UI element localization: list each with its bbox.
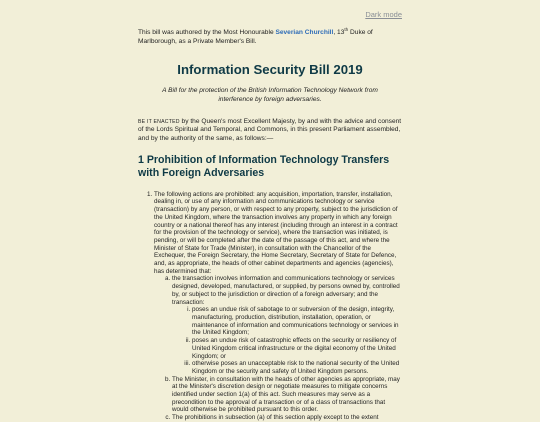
item-iii: iii. otherwise poses an unacceptable risk to the national security of the United Kingdom or the security and safety of United Kingdom persons.	[192, 360, 402, 375]
subclause-a: a. the transaction involves information and communications technology or services designed, developed, manufactured, or supplied, by persons owned by, controlled by, or subject to the jurisdiction or direction of a foreign adversary; and the transaction: i. poses an undue risk of sabotage to or subversion of the design, integrity, manufacturing, production, distribution, installation, operation, or maintenance of information and communications technology or services in the United Kingdom; ii. poses an undue risk of catastrophic effects on the security or resiliency of United Kingdom critical infrastructure or the digital economy of the United Kingdom; or iii. otherwise poses an unacceptable risk to the national security of the United Kingdom or the security and safety of United Kingdom persons.	[172, 275, 402, 375]
item-i: i. poses an undue risk of sabotage to or subversion of the design, integrity, manufacturing, production, distribution, installation, operation, or maintenance of information and communications technology or services in the United Kingdom;	[192, 306, 402, 337]
subclause-c: c. The prohibitions in subsection (a) of this section apply except to the extent	[172, 414, 402, 422]
authorship-note: This bill was authored by the Most Honourable Severian Churchill, 13th Duke of Marlborough, as a Private Member's Bill.	[138, 27, 373, 45]
page-title: Information Security Bill 2019	[177, 62, 363, 78]
clause-list	[138, 191, 402, 422]
item-ii: ii. poses an undue risk of catastrophic effects on the security or resiliency of United Kingdom critical infrastructure or the digital economy of the United Kingdom; or	[192, 337, 402, 360]
author-link[interactable]: Severian Churchill	[275, 29, 334, 37]
clause-1: 1. The following actions are prohibited: any acquisition, importation, transfer, installation, dealing in, or use of any information and communications technology or service (transaction) by any person, or with respect to any property, subject to the jurisdiction of the United Kingdom, where the transaction involves any property in which any foreign country or a national thereof has any interest (including through an interest in a contract for the provision of the technology or service), where the transaction was initiated, is pending, or will be completed after the date of the passage of this act, and where the Minister of State for Trade (Minister), in consultation with the Chancellor of the Exchequer, the Foreign Secretary, the Home Secretary, Secretary of State for Defence, and, as appropriate, the heads of other cabinet departments and agencies (agencies), has determined that: a. the transaction involves information and communications technology or services designed, developed, manufactured, or supplied, by persons owned by, controlled by, or subject to the jurisdiction or direction of a foreign adversary; and the transaction: i. poses an undue risk of sabotage to or subversion of the design, integrity, manufacturing, production, distribution, installation, operation, or maintenance of information and communications technology or services in the United Kingdom; ii. poses an undue risk of catastrophic effects on the security or resiliency of United Kingdom critical infrastructure or the digital economy of the United Kingdom; or iii. otherwise poses an unacceptable risk to the national security of the United Kingdom or the security and safety of United Kingdom persons. b. The Minister, in consultation with the heads of other agencies as appropriate, may at the Minister's discretion design or negotiate measures to mitigate concerns identified under section 1(a) of this act. Such measures may serve as a precondition to the approval of a transaction or of a class of transactions that would otherwise be prohibited pursuant to this order. c. The prohibitions in subsection (a) of this section apply except to the extent	[154, 191, 402, 422]
subclause-b: b. The Minister, in consultation with the heads of other agencies as appropriate, may at the Minister's discretion design or negotiate measures to mitigate concerns identified under section 1(a) of this act. Such measures may serve as a precondition to the approval of a transaction or of a class of transactions that would otherwise be prohibited pursuant to this order.	[172, 376, 402, 415]
enacting-smallcaps: BE IT ENACTED	[138, 118, 180, 125]
section-heading: 1 Prohibition of Information Technology Transfers with Foreign Adversaries	[138, 154, 390, 179]
bill-subtitle: A Bill for the protection of the British Information Technology Network from interference by foreign adversaries.	[162, 87, 378, 103]
bill-document	[138, 26, 402, 422]
dark-mode-link[interactable]: Dark mode	[365, 10, 402, 19]
enacting-formula: BE IT ENACTED by the Queen's most Excellent Majesty, by and with the advice and consent of the Lords Spiritual and Temporal, and Commons, in this present Parliament assembled, and by the authority of the same, as follows:—	[138, 117, 402, 142]
